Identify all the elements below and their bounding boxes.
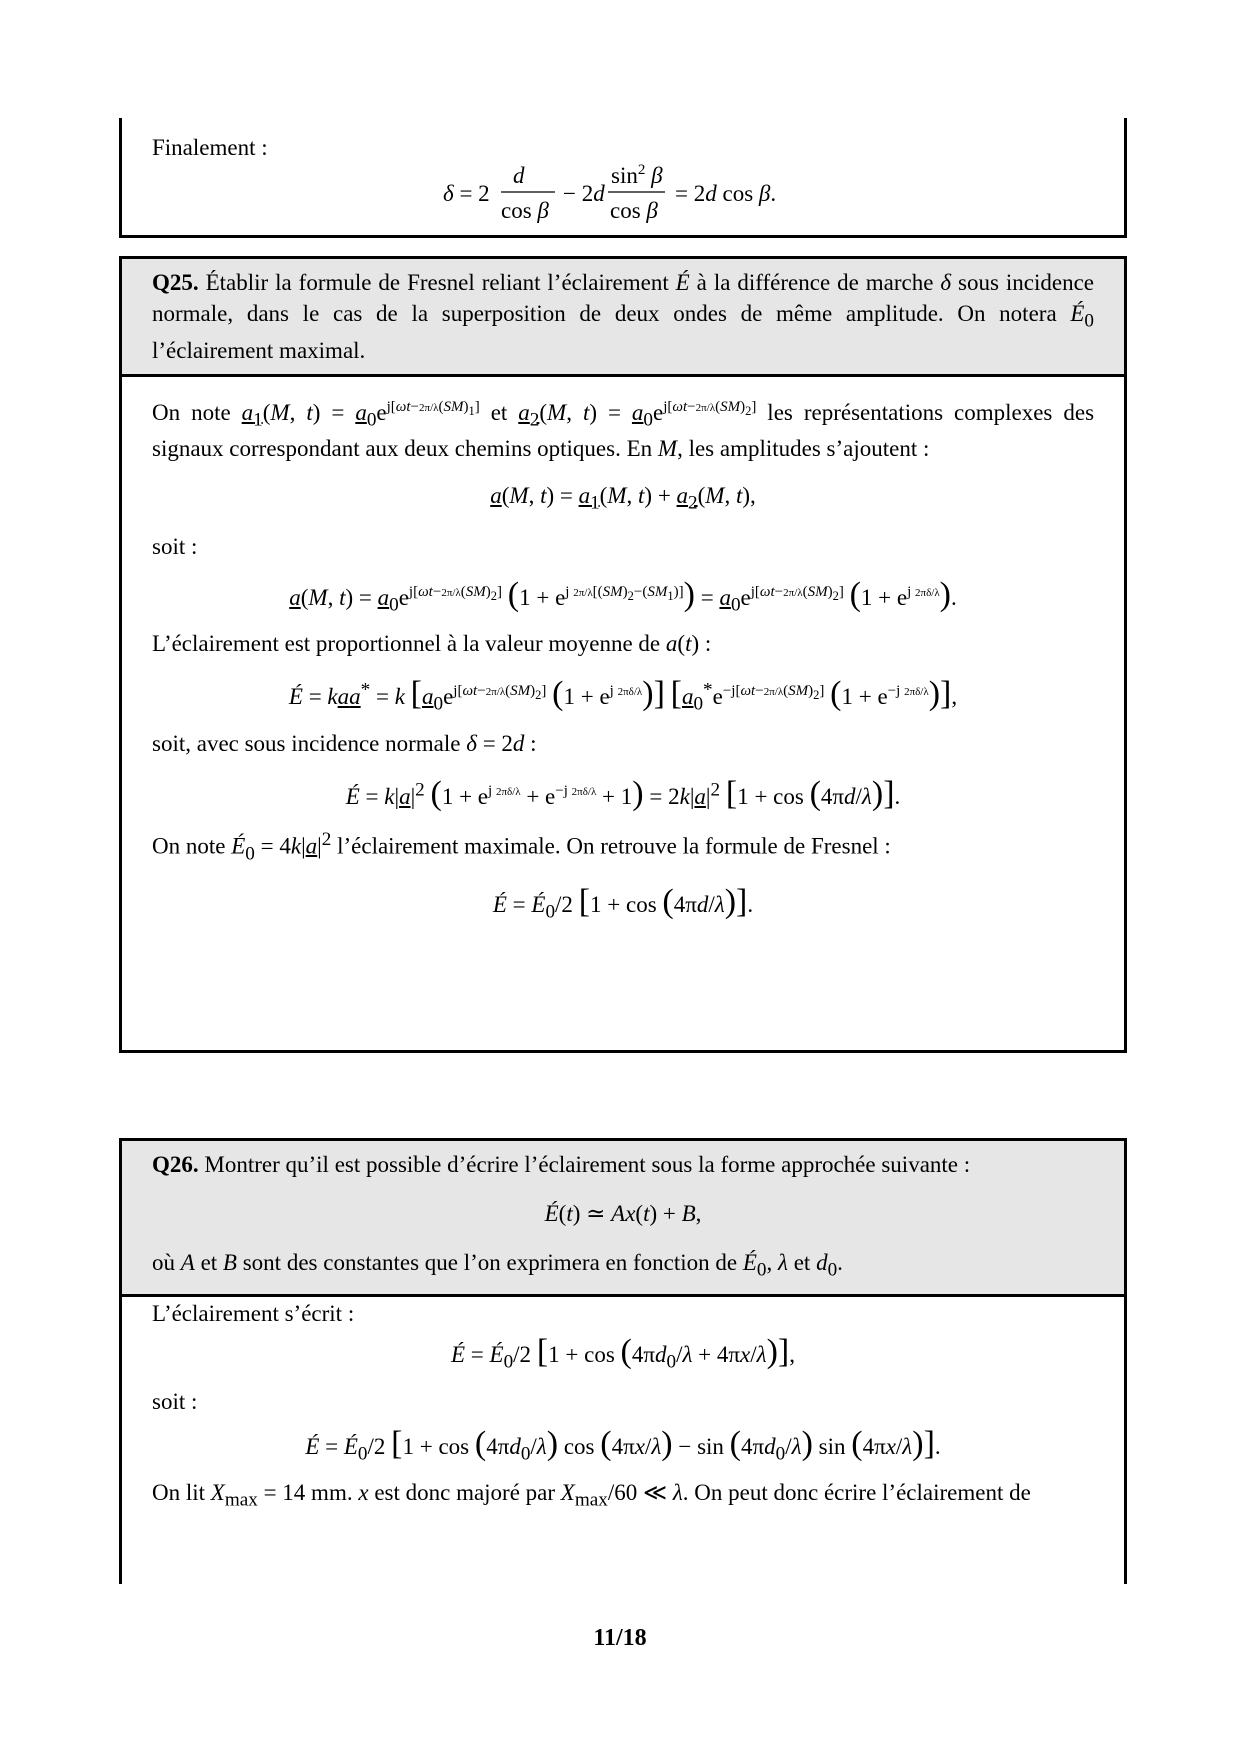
finalement-label: Finalement : bbox=[152, 135, 268, 160]
q25-statement: Q25. Établir la formule de Fresnel reliant l’éclairement É à la différence de marche δ sous incidence normale, dans le cas de la superposition de deux ondes de même amplitude. On notera $É_0$ l’éclairement maximal. bbox=[122, 259, 1124, 377]
delta-equation bbox=[122, 158, 1124, 236]
q25-paragraph-3: soit, avec sous incidence normale δ = 2d : bbox=[152, 730, 537, 756]
svg-text:δ = 2: δ = 2 bbox=[443, 181, 490, 206]
q25-box bbox=[119, 256, 1127, 1053]
q26-soit: soit : bbox=[152, 1388, 198, 1414]
q26-label: Q26. bbox=[152, 1152, 199, 1177]
svg-text:sin2 β: $\sin^2 \beta$ bbox=[611, 162, 663, 188]
q26-statement: Q26. Montrer qu’il est possible d’écrire l’éclairement sous la forme approchée suivante : É(t) ≃ Ax(t) + B, où A et B sont des constantes que l’on exprimera en fonction de $É_0$, λ et $d_0$. bbox=[122, 1141, 1124, 1297]
q25-fresnel-formula: É = $É_0/2$ [1 + cos (4πd/λ)]. bbox=[492, 882, 754, 923]
q25-illuminance-expanded: É = $k|a|^2$ $(1 + e^{j 2\pi\delta/\lambda} + e^{-j 2\pi\delta/\lambda} + 1) = 2k|a|^2$ [1 + cos (4πd/λ)]. bbox=[345, 774, 901, 812]
q26-eq-1: É = $É_0/2$ $[1 + \cos (4\pi d_0/\lambda + 4\pi x/\lambda)]$, bbox=[450, 1333, 795, 1373]
svg-text:cos β: cos β bbox=[610, 198, 658, 223]
svg-text:= 2d cos β.: = 2d cos β. bbox=[675, 181, 777, 206]
q25-paragraph-4: On note $É_0 = 4k|a|^2$ l’éclairement maximale. On retrouve la formule de Fresnel : bbox=[152, 828, 891, 864]
q26-answer bbox=[119, 1288, 1127, 1584]
q26-eq-2: É = $É_0/2$ [$1 + \cos (4\pi d_0/\lambda)$ $\cos (4\pi x/\lambda) - \sin (4\pi d_0/\lambda)$ sin (4πx/λ)]. bbox=[305, 1424, 941, 1465]
svg-text:d: d bbox=[513, 163, 525, 188]
q26-paragraph-2: On lit $X_{max} = 14$ mm. x est donc majoré par $X_{max}/60$ ≪ λ. On peut donc écrire l’éclairement de bbox=[152, 1480, 1031, 1511]
q26-box bbox=[119, 1138, 1127, 1288]
q25-illuminance-product: É = kaa* = k [$a_0e^{j[\omega t-2\pi/\lambda(SM)_2]}$ $(1 + e^{j 2\pi\delta/\lambda})$] [$a_0^*e^{-j[\omega t-2\pi/\lambda(SM)_2]}$ $(1 + e^{-j 2\pi\delta/\lambda})$], bbox=[288, 675, 958, 715]
q25-sum-equation: a(M, $t) = a_1(M$, $t) + a_2(M$, t), bbox=[490, 483, 756, 514]
q26-approx-equation: É(t) ≃ Ax(t) + B, bbox=[544, 1201, 702, 1227]
previous-answer-box bbox=[119, 118, 1127, 238]
q25-label: Q25. bbox=[152, 270, 199, 295]
svg-text:− 2d: − 2d bbox=[563, 181, 605, 206]
q25-answer bbox=[122, 377, 1124, 948]
svg-text:cos β: cos β bbox=[501, 198, 549, 223]
page-number: 11/18 bbox=[593, 1625, 647, 1651]
q26-paragraph-1: L’éclairement s’écrit : bbox=[152, 1301, 355, 1326]
q25-amplitude-equation: a(M, $t) = a_0e^{j[\omega t-2\pi/\lambda(SM)_2]}$ $(1 + e^{j 2\pi/\lambda[(SM)_2-(SM_1)]}) = a_0e^{j[\omega t-2\pi/\lambda(SM)_2]}$ $(1 + e^{j 2\pi\delta/\lambda})$. bbox=[289, 575, 957, 616]
q25-paragraph-1: On note $a_1(M$, $t) = a_0e^{j[\omega t-2\pi/\lambda(SM)_1]}$ et $a_2(M$, $t) = a_0e^{j[\omega t-2\pi/\lambda(SM)_2]}$ les représentations complexes des signaux correspondant aux deux chemins optiques. En M, les amplitudes s’ajoutent : bbox=[152, 398, 1095, 462]
q25-soit-1: soit : bbox=[152, 533, 198, 559]
q25-paragraph-2: L’éclairement est proportionnel à la valeur moyenne de a(t) : bbox=[152, 631, 712, 657]
